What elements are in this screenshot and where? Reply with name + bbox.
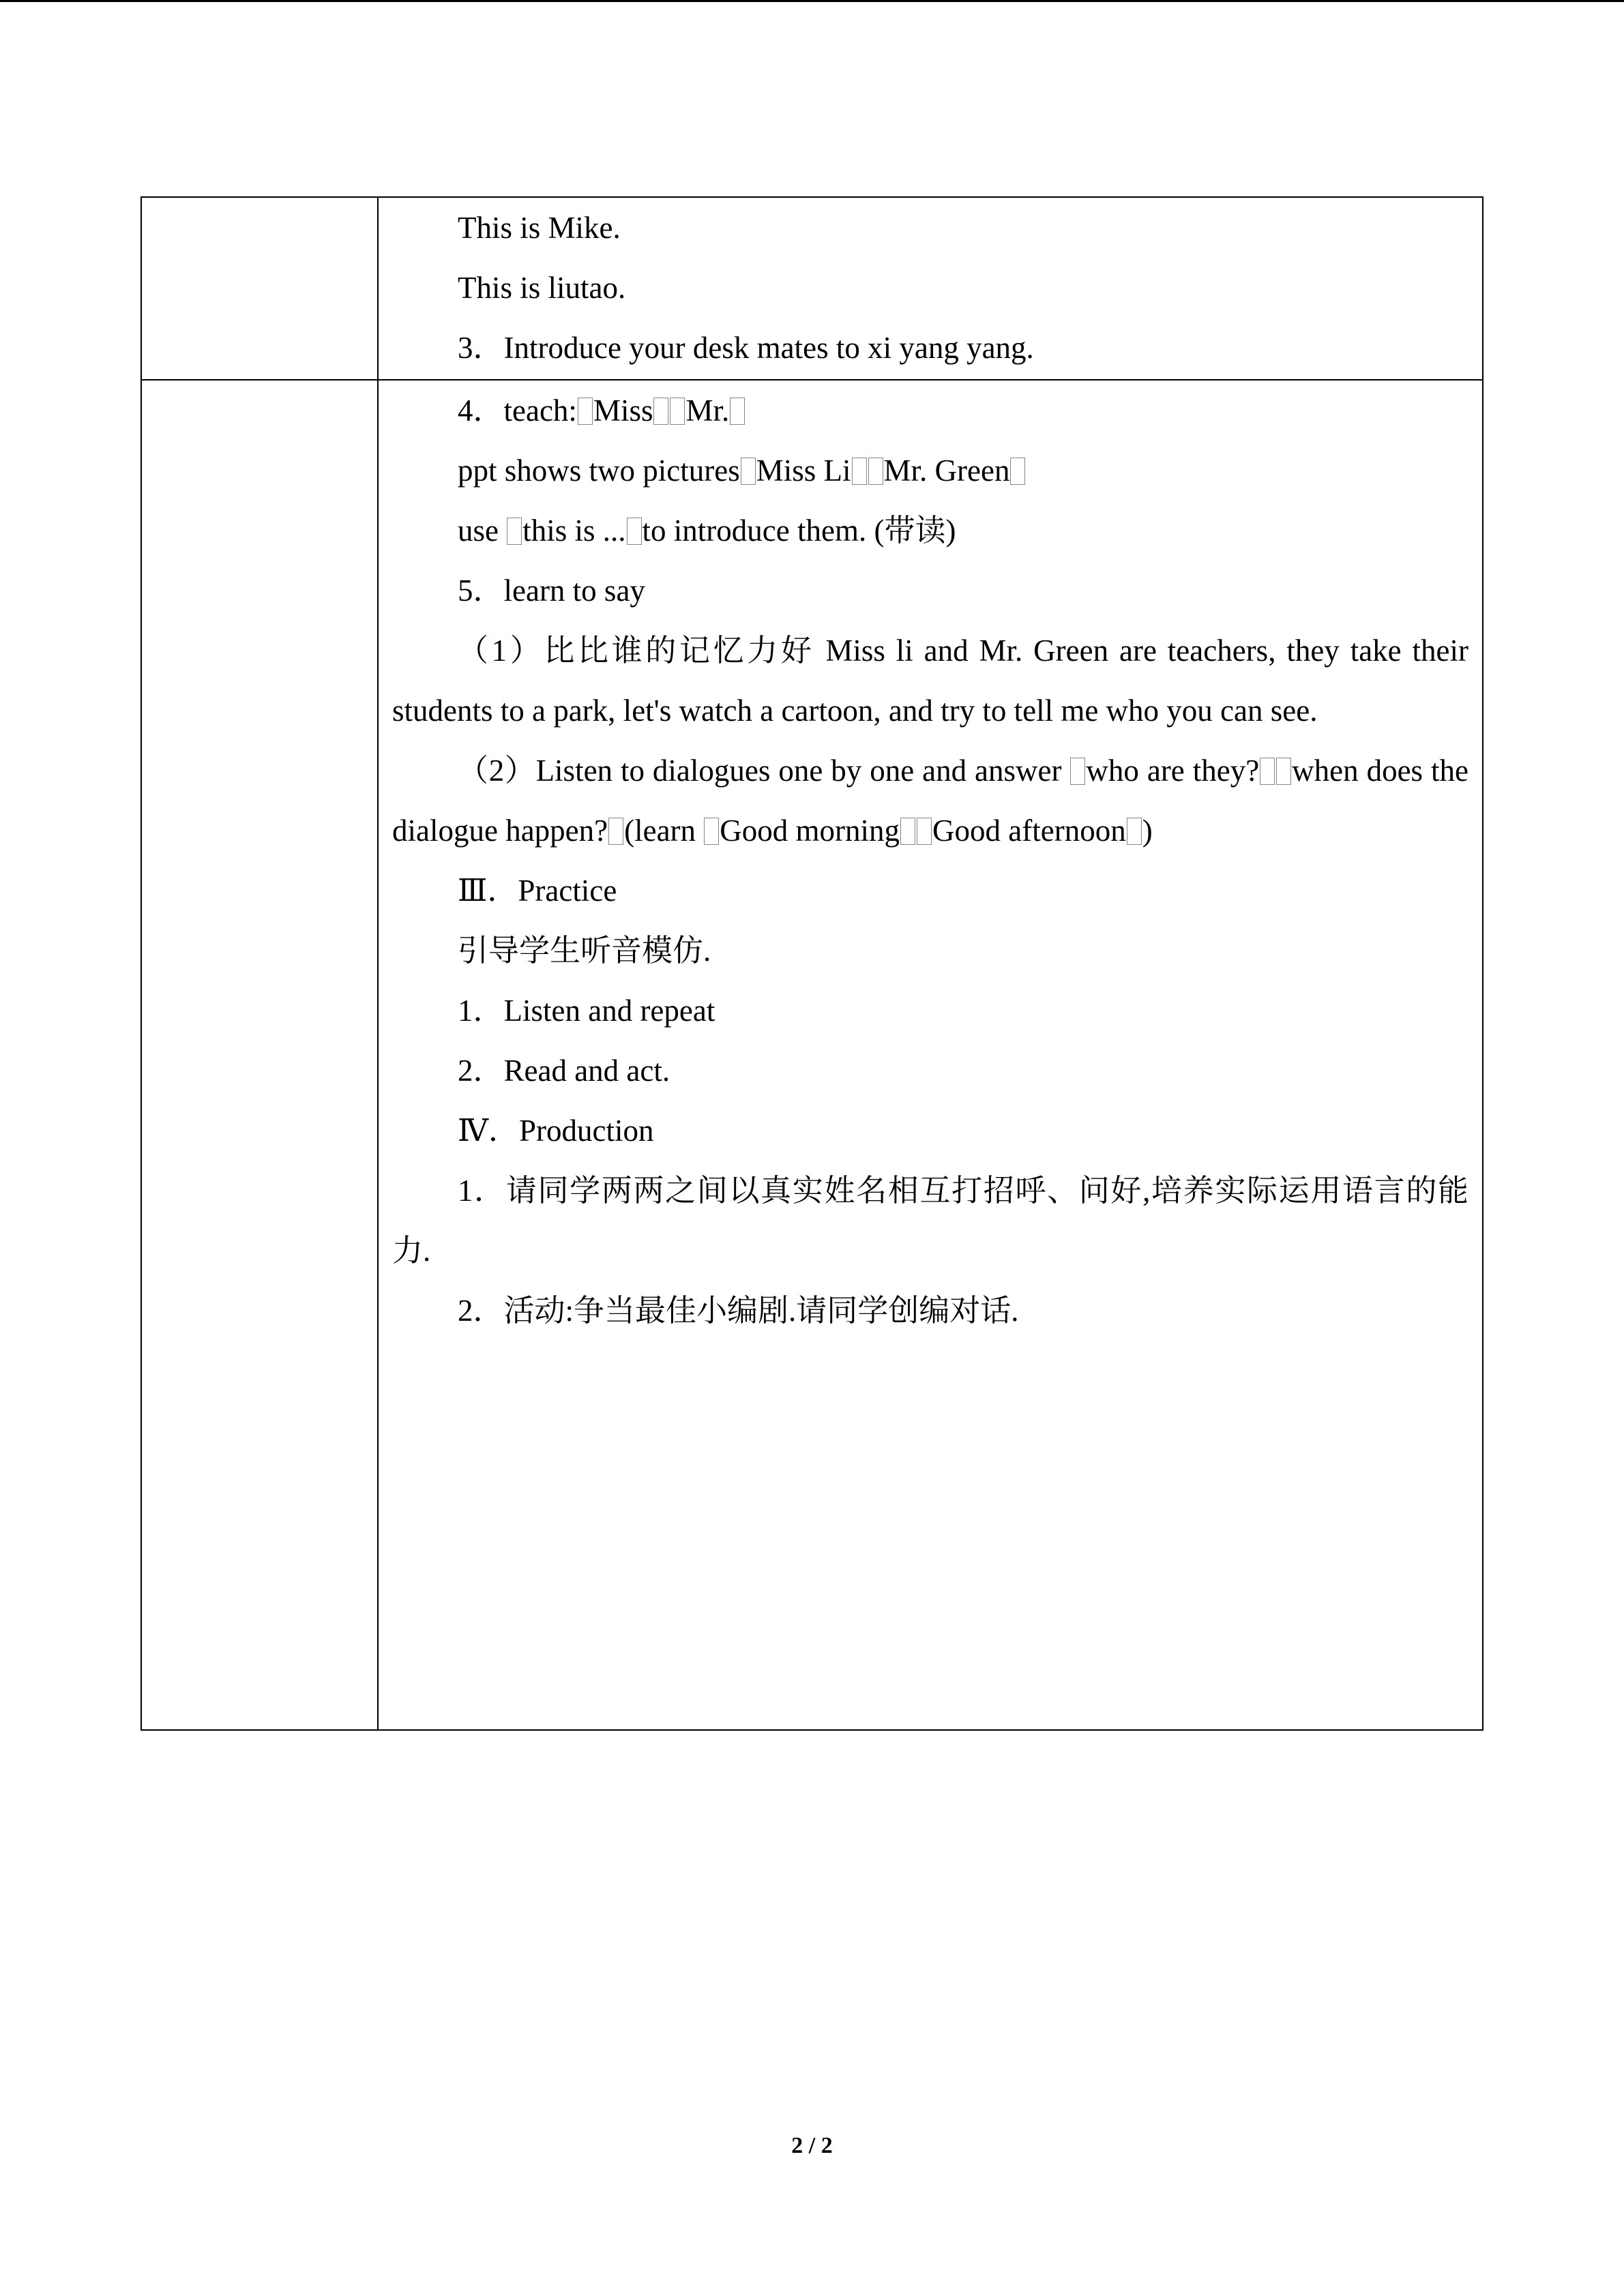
missing-glyph-icon [627, 518, 642, 545]
dialogue-question-when: when does the dialogue happen? [392, 754, 1468, 848]
text-line: 3．Introduce your desk mates to xi yang yang. [458, 331, 1034, 365]
dialogue-learn: (learn [624, 814, 704, 848]
ppt-miss-li: Miss Li [756, 453, 851, 488]
missing-glyph-icon [507, 518, 522, 545]
dialogue-paragraph [392, 741, 1468, 861]
production-item: 2．活动:争当最佳小编剧.请同学创编对话. [458, 1294, 1019, 1328]
text-line: This is Mike. [458, 211, 621, 245]
text-line: This is liutao. [458, 271, 626, 305]
missing-glyph-icon [730, 398, 745, 425]
dialogue-good-afternoon: Good afternoon [932, 814, 1126, 848]
missing-glyph-icon [917, 818, 932, 845]
ppt-text: ppt shows two pictures [458, 453, 740, 488]
ppt-mr-green: Mr. Green [883, 453, 1010, 488]
table-cell-content [378, 380, 1483, 1730]
missing-glyph-icon [653, 398, 668, 425]
use-phrase: this is ... [522, 513, 626, 548]
missing-glyph-icon [578, 398, 593, 425]
dialogue-good-morning: Good morning [720, 814, 900, 848]
use-text: use [458, 513, 507, 548]
dialogue-close: ) [1142, 814, 1153, 848]
table-cell-left-empty [141, 380, 378, 1730]
production-item: 1．请同学两两之间以真实姓名相互打招呼、问好,培养实际运用语言的能力. [392, 1174, 1468, 1268]
table-cell-left-empty [141, 197, 378, 380]
production-heading: Ⅳ．Production [458, 1114, 654, 1148]
practice-heading: Ⅲ．Practice [458, 874, 617, 908]
table-row [141, 380, 1483, 1730]
practice-intro: 引导学生听音模仿. [458, 934, 711, 968]
missing-glyph-icon [1260, 758, 1275, 785]
teach-word-miss: Miss [593, 393, 653, 428]
missing-glyph-icon [704, 818, 719, 845]
missing-glyph-icon [1010, 458, 1025, 485]
missing-glyph-icon [1276, 758, 1291, 785]
ppt-line [392, 441, 1468, 501]
use-rest: to introduce them. (带读) [642, 513, 956, 548]
table-row [141, 197, 1483, 380]
memory-paragraph: （1）比比谁的记忆力好 Miss li and Mr. Green are teachers, they take their students to a park, let's watch a cartoon, and try to tell me who you can see. [392, 633, 1468, 728]
teach-label: 4．teach: [458, 393, 577, 428]
missing-glyph-icon [670, 398, 685, 425]
missing-glyph-icon [608, 818, 623, 845]
missing-glyph-icon [852, 458, 867, 485]
missing-glyph-icon [900, 818, 915, 845]
missing-glyph-icon [741, 458, 756, 485]
dialogue-text: （2）Listen to dialogues one by one and answer [458, 754, 1070, 788]
dialogue-question-who: who are they? [1086, 754, 1260, 788]
missing-glyph-icon [868, 458, 883, 485]
missing-glyph-icon [1127, 818, 1142, 845]
teach-line [392, 381, 1468, 441]
table-cell-content [378, 197, 1483, 380]
learn-to-say-line: 5．learn to say [458, 573, 645, 608]
practice-item: 2．Read and act. [458, 1054, 670, 1088]
use-line [392, 501, 1468, 561]
teach-word-mr: Mr. [685, 393, 730, 428]
practice-item: 1．Listen and repeat [458, 994, 715, 1028]
page-top-border [0, 0, 1624, 2]
page-number: 2 / 2 [791, 2133, 833, 2158]
missing-glyph-icon [1070, 758, 1085, 785]
lesson-plan-table [141, 196, 1483, 1731]
